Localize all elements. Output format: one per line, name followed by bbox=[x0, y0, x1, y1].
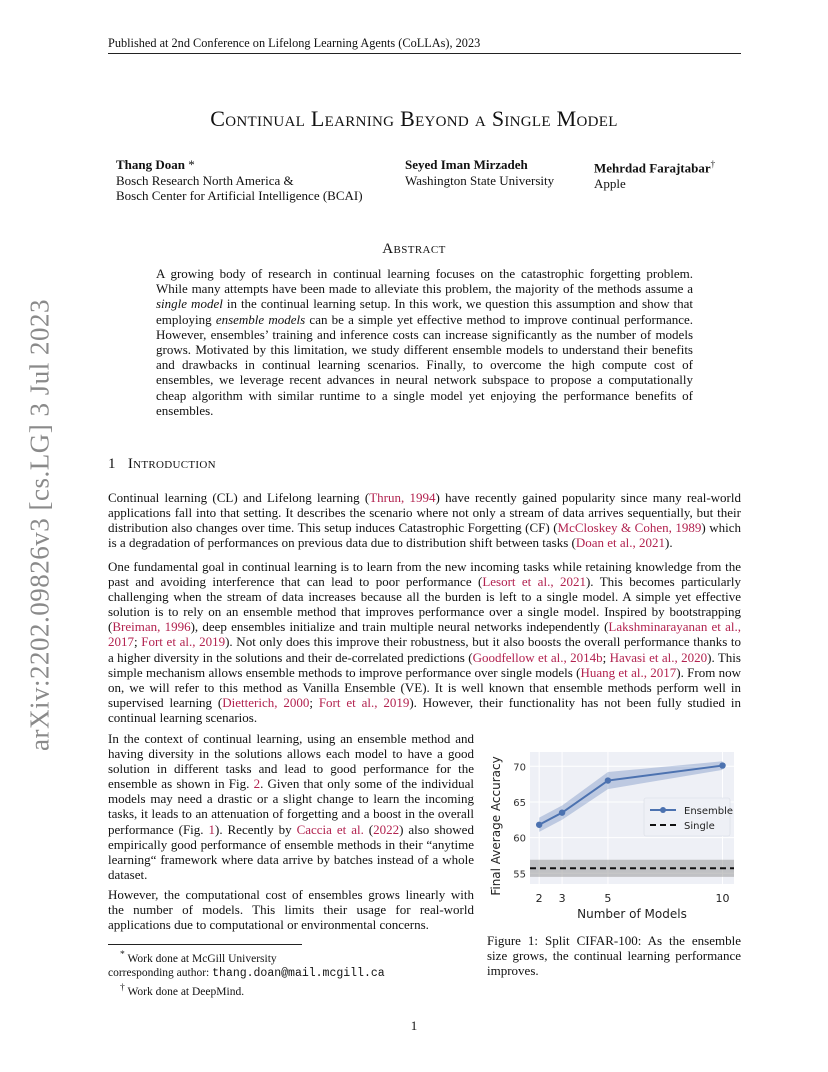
text: One fundamental goal in continual learning is to learn from the new incoming tasks while retaining knowledge from the past and avoiding interference that can lead to poor performance ( bbox=[108, 559, 741, 590]
footnote-text: corresponding author: bbox=[108, 966, 213, 979]
author-affiliation: Washington State University bbox=[405, 172, 555, 188]
legend-marker bbox=[660, 807, 666, 813]
text: ). From now on, we will refer to this method as Vanilla Ensemble (VE). It is well known that ensemble methods perform well in supervised learning ( bbox=[108, 664, 742, 710]
citation-link[interactable]: Fort et al., 2019 bbox=[141, 634, 226, 650]
footnote-1 bbox=[108, 948, 385, 966]
citation-link[interactable]: Lakshminarayanan et al., 2017 bbox=[108, 619, 741, 650]
title-part: odel bbox=[576, 106, 618, 131]
text: Continual learning (CL) and Lifelong learning ( bbox=[108, 490, 370, 505]
author-mark: * bbox=[185, 157, 195, 172]
data-point bbox=[719, 762, 725, 768]
text: ). However, their functionality has not been fully studied in continual learning scenarios. bbox=[108, 694, 741, 725]
section-number: 1 bbox=[108, 456, 116, 472]
title-part: S bbox=[491, 106, 505, 131]
intro-paragraph-1 bbox=[108, 490, 741, 550]
arxiv-stamp-text: arXiv:2202.09826v3 [cs.LG] 3 Jul 2023 bbox=[24, 299, 55, 751]
title-part: C bbox=[210, 106, 226, 131]
legend-label: Ensemble bbox=[684, 806, 734, 817]
data-point bbox=[605, 777, 611, 783]
text: ) have recently gained popularity since many real-world applications fall into that setting. It describes the scenario where not only a stream of data arrives sequentially, but their distribution also changes over time. This setup induces Catastrophic Forgetting (CF) ( bbox=[108, 490, 741, 536]
citation-link[interactable]: Doan et al., 2021 bbox=[575, 535, 666, 551]
citation-link[interactable]: Lesort et al., 2021 bbox=[482, 574, 586, 590]
title-part: ontinual bbox=[225, 106, 306, 131]
citation-link[interactable]: Huang et al., 2017 bbox=[580, 664, 677, 680]
abstract-body bbox=[156, 266, 693, 418]
header-rule bbox=[108, 53, 741, 54]
x-tick-label: 10 bbox=[715, 892, 730, 905]
footnotes bbox=[108, 948, 385, 999]
figure-caption: Figure 1: Split CIFAR-100: As the ensemble size grows, the continual learning performance improves. bbox=[487, 933, 741, 979]
text: ). This simple mechanism allows ensemble methods to improve performance over single models ( bbox=[108, 649, 741, 680]
author-affiliation: Apple bbox=[594, 175, 626, 191]
figure-link[interactable]: 1 bbox=[208, 821, 215, 837]
citation-link[interactable]: Havasi et al., 2020 bbox=[609, 649, 708, 665]
paper-title bbox=[0, 106, 828, 132]
plot-area bbox=[489, 752, 734, 921]
text: ; bbox=[134, 634, 142, 650]
author-affiliation: Bosch Center for Artificial Intelligence (BCAI) bbox=[116, 188, 363, 203]
y-tick-label: 60 bbox=[513, 833, 526, 845]
section-title: Introduction bbox=[127, 456, 216, 472]
y-axis-label: Final Average Accuracy bbox=[489, 756, 503, 896]
footnote-mark: * bbox=[120, 949, 125, 960]
data-point bbox=[559, 809, 565, 815]
citation-link[interactable]: Breiman, 1996 bbox=[112, 619, 191, 635]
author-affiliation: Bosch Research North America & bbox=[116, 172, 294, 188]
abstract-emphasis: ensemble models bbox=[215, 311, 306, 327]
text: . Given that only some of the individual models may need a drastic or a slight change to learn the incoming tasks, it leads to an attenuation of forgetting and a boost in the overall performance (Fig. bbox=[108, 776, 475, 837]
text: ). Recently by bbox=[214, 821, 297, 837]
title-part: ingle bbox=[504, 106, 551, 131]
footnote-mark: † bbox=[120, 981, 125, 993]
author-block-2 bbox=[405, 157, 554, 188]
footnote-text: Work done at DeepMind. bbox=[124, 985, 245, 998]
citation-link[interactable]: Goodfellow et al., 2014b bbox=[472, 649, 603, 665]
abstract-emphasis: single model bbox=[156, 296, 223, 312]
figure-1-chart bbox=[484, 744, 744, 924]
x-axis-label: Number of Models bbox=[577, 907, 687, 921]
text: ) also showed empirically good performance of ensemble methods in their “anytime learning“ framework where data arrive by batches instead of a whole dataset. bbox=[108, 821, 474, 882]
author-block-3 bbox=[594, 157, 715, 191]
x-tick-label: 2 bbox=[535, 892, 543, 905]
citation-link[interactable]: Thrun, 1994 bbox=[369, 490, 436, 505]
title-part: M bbox=[556, 106, 577, 131]
text: ). bbox=[665, 535, 673, 551]
text: In the context of continual learning, using an ensemble method and having diversity in the solutions allows each model to have a good solution in different tasks and lead to good performance for the ensemble as shown in Fig. bbox=[108, 731, 474, 792]
author-mark: † bbox=[710, 159, 716, 169]
title-part: L bbox=[310, 106, 325, 131]
footnote-2 bbox=[108, 966, 385, 981]
text: ; bbox=[602, 649, 610, 665]
intro-paragraph-2 bbox=[108, 559, 741, 725]
author-name: Seyed Iman Mirzadeh bbox=[405, 157, 528, 172]
email-address[interactable]: thang.doan@mail.mcgill.ca bbox=[212, 966, 385, 980]
intro-paragraph-4: However, the computational cost of ensembles grows linearly with the number of models. This limits their usage for real-world applications due to computational or environmental concerns. bbox=[108, 887, 474, 933]
title-part: eyond a bbox=[415, 106, 486, 131]
footnote-text: Work done at McGill University bbox=[124, 952, 277, 965]
text: ). This becomes particularly challenging when the stream of data increases because all the burden is left to a single model. A simple yet effective solution is to rely on an ensemble method that improves performance over a single model. Inspired by bootstrapping ( bbox=[108, 574, 741, 635]
author-name: Mehrdad Farajtabar bbox=[594, 160, 711, 176]
abstract-text: A growing body of research in continual learning focuses on the catastrophic forgetting problem. While many attempts have been made to alleviate this problem, the majority of the methods assume a bbox=[156, 266, 693, 297]
text: ( bbox=[363, 821, 374, 837]
text: ), deep ensembles initialize and train multiple neural networks independently ( bbox=[190, 619, 609, 635]
y-tick-label: 70 bbox=[513, 762, 526, 774]
x-tick-label: 3 bbox=[558, 892, 566, 905]
author-block-1 bbox=[116, 157, 363, 204]
running-header: Published at 2nd Conference on Lifelong Learning Agents (CoLLAs), 2023 bbox=[108, 36, 481, 50]
abstract-heading: Abstract bbox=[382, 241, 446, 257]
data-point bbox=[536, 822, 542, 828]
text: ; bbox=[309, 694, 319, 710]
y-tick-label: 65 bbox=[513, 797, 526, 809]
citation-link[interactable]: McCloskey & Cohen, 1989 bbox=[557, 520, 702, 536]
citation-link[interactable]: Fort et al., 2019 bbox=[318, 694, 410, 710]
citation-link[interactable]: 2022 bbox=[373, 821, 400, 837]
figure-link[interactable]: 2 bbox=[253, 776, 261, 792]
legend bbox=[644, 798, 733, 836]
abstract-text: in the continual learning setup. In this work, we question this assumption and show that employing bbox=[156, 296, 693, 327]
footnote-rule bbox=[108, 944, 302, 945]
author-name: Thang Doan bbox=[116, 157, 185, 172]
citation-link[interactable]: Dietterich, 2000 bbox=[222, 694, 310, 710]
text: ). Not only does this improve their robustness, but it also boosts the overall performance thanks to a higher diversity in the solutions and their de-correlated predictions ( bbox=[108, 634, 741, 665]
intro-paragraph-3 bbox=[108, 731, 474, 882]
section-heading bbox=[108, 456, 216, 473]
title-part: B bbox=[400, 106, 416, 131]
footnote-3 bbox=[108, 981, 385, 999]
title-part: earning bbox=[324, 106, 395, 131]
abstract-text: can be a simple yet effective method to improve continual performance. However, ensembles’ training and inference costs can increase significantly as the number of models grows. Motivated by this limitation, we study different ensemble models to understand their benefits and drawbacks in continual learning scenarios. Finally, to overcome the high compute cost of ensembles, we leverage recent advances in neural network subspace to propose a computationally cheap algorithm with similar runtime to a single model yet enjoying the performance benefits of ensembles. bbox=[156, 311, 693, 418]
y-tick-label: 55 bbox=[513, 869, 526, 881]
citation-link[interactable]: Caccia et al. bbox=[296, 821, 364, 837]
x-tick-label: 5 bbox=[604, 892, 612, 905]
legend-label: Single bbox=[684, 821, 715, 832]
text: ) which is a degradation of performances on previous data due to distribution shift between tasks ( bbox=[108, 520, 741, 551]
page-number: 1 bbox=[410, 1018, 418, 1033]
